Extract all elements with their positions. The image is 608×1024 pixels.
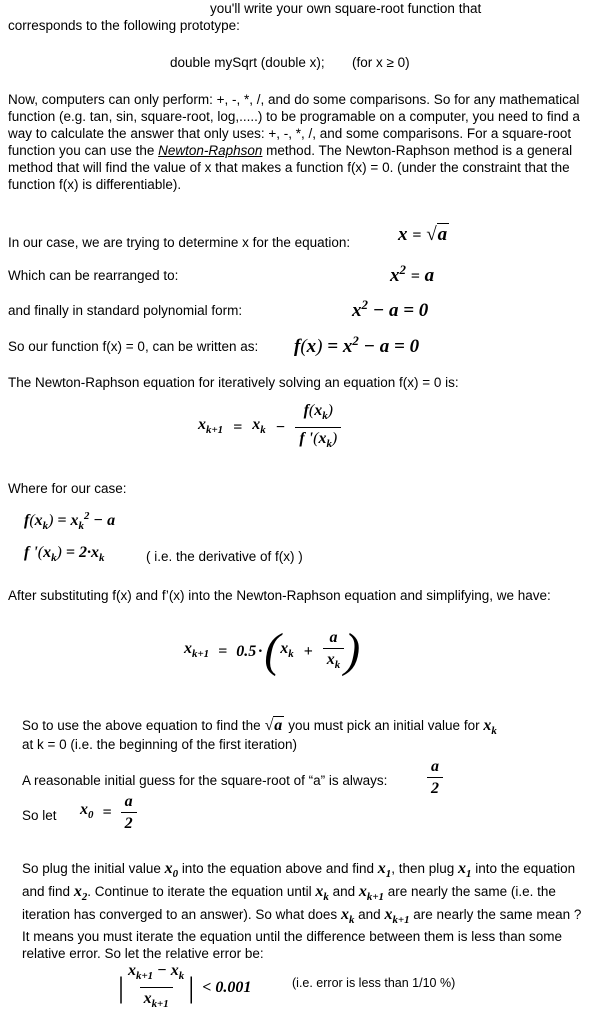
use-text-line1: So to use the above equation to find the √a you must pick an initial value for $x_k$: [22, 717, 497, 737]
equation-square: $x^2 = a$: [390, 262, 435, 287]
newton-raphson-formula: $x_{k+1}$ = $x_k$ − $\frac{f(x_k)}{f '(x_k)}$: [198, 402, 341, 453]
equation-sqrt: x = √a: [398, 224, 448, 245]
equation-derivative: f '$(x_k) = 2\cdot x_k$: [24, 544, 105, 564]
where-text: Where for our case:: [8, 481, 127, 496]
solet-text: So let: [22, 808, 57, 823]
equation-fx: $f(x) = x^2 - a = 0$: [294, 333, 420, 358]
relative-error-formula: | $\frac{x_{k+1} - x_k}{x_{k+1}}$ | < 0.001: [118, 962, 251, 1013]
prototype-condition: (for x ≥ 0): [352, 55, 410, 70]
equation-fxk: $f(x_k) = x_k^2 - a$: [24, 510, 116, 532]
use-text-line2: at k = 0 (i.e. the beginning of the first iteration): [22, 737, 298, 752]
initial-value-equation: $x_0$ = $\frac{a}{2}$: [80, 793, 137, 832]
intro-line-1: you'll write your own square-root function that: [210, 1, 482, 16]
plug-paragraph: So plug the initial value $x_0$ into the equation above and find $x_1$, then plug $x_1$ into the equation and find $x_2$. Continue to iterate the equation until $x_k$ and $x_{k+1}$ are nearly the same (i.e. the iteration has converged to an answer). So what does $x_k$ and $x_{k+1}$ are nearly the same mean ? It means you must iterate the equation until the difference between them is less than some relative error. So let the relative error be:: [22, 860, 582, 962]
derivative-note: ( i.e. the derivative of f(x) ): [146, 549, 303, 564]
fx-text: So our function f(x) = 0, can be written as:: [8, 339, 259, 354]
simplified-formula: $x_{k+1}$ = 0.5 · ( $x_k$ + $\frac{a}{x_k}$ ): [184, 624, 361, 677]
intro-line-2: corresponds to the following prototype:: [8, 18, 240, 33]
equation-polynomial: $x^2 - a = 0$: [352, 297, 429, 322]
guess-text: A reasonable initial guess for the square-root of “a” is always:: [22, 773, 388, 788]
intro-paragraph: Now, computers can only perform: +, -, *, /, and do some comparisons. So for any mathematical function (e.g. tan, sin, square-root, log,.....) to be programable on a computer, you need to find a way to calculate the answer that only uses: +, -, *, /, and some comparisons. For a square-root function you can use the Newton-Raphson method. The Newton-Raphson method is a general method that will find the value of x that makes a function f(x) = 0. (under the constraint that the function f(x) is differentiable).: [8, 92, 580, 192]
newton-raphson-text: The Newton-Raphson equation for iteratively solving an equation f(x) = 0 is:: [8, 375, 459, 390]
case-text: In our case, we are trying to determine x for the equation:: [8, 235, 351, 250]
newton-raphson-link[interactable]: Newton-Raphson: [158, 143, 263, 158]
prototype-code: double mySqrt (double x);: [170, 55, 325, 70]
substitute-text: After substituting f(x) and f’(x) into the Newton-Raphson equation and simplifying, we have:: [8, 588, 551, 603]
rearranged-text: Which can be rearranged to:: [8, 268, 179, 283]
polynomial-text: and finally in standard polynomial form:: [8, 303, 243, 318]
guess-fraction: $\frac{a}{2}$: [427, 758, 443, 797]
error-note: (i.e. error is less than 1/10 %): [292, 976, 456, 990]
